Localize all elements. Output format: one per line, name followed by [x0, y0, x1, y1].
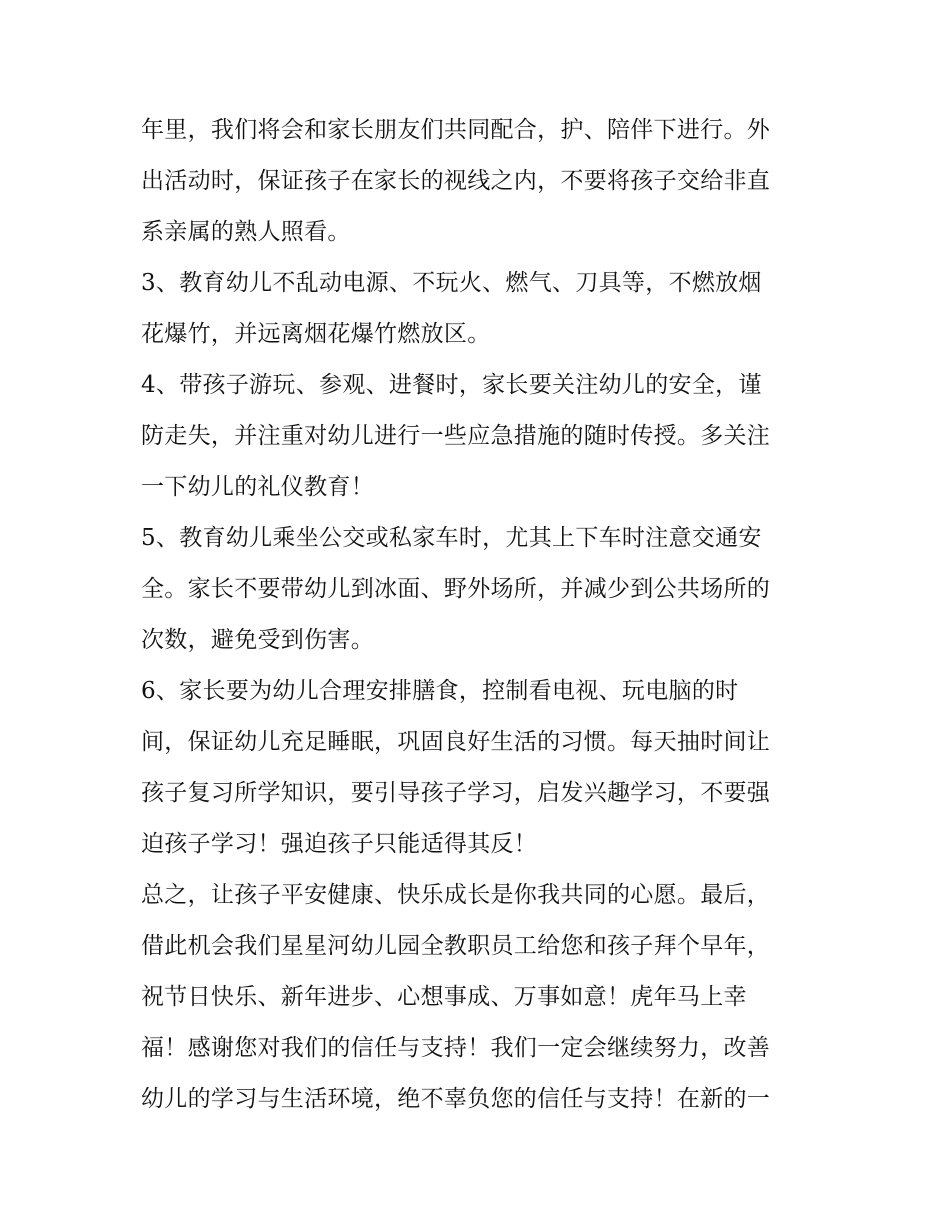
text-line: 全。家长不要带幼儿到冰面、野外场所，并减少到公共场所的: [141, 576, 771, 602]
text-line: 一下幼儿的礼仪教育！: [141, 474, 374, 500]
text-line: 孩子复习所学知识，要引导孩子学习，启发兴趣学习，不要强: [141, 780, 771, 806]
text-line: 5、教育幼儿乘坐公交或私家车时，尤其上下车时注意交通安: [141, 525, 762, 551]
document-body: [141, 110, 821, 1130]
text-line: 4、带孩子游玩、参观、进餐时，家长要关注幼儿的安全，谨: [141, 372, 762, 398]
text-line: 福！感谢您对我们的信任与支持！我们一定会继续努力，改善: [141, 1035, 771, 1061]
text-line: 总之，让孩子平安健康、快乐成长是你我共同的心愿。最后，: [141, 882, 771, 908]
text-line: 祝节日快乐、新年进步、心想事成、万事如意！虎年马上幸: [141, 984, 747, 1010]
text-line: 3、教育幼儿不乱动电源、不玩火、燃气、刀具等，不燃放烟: [141, 270, 762, 296]
text-line: 花爆竹，并远离烟花爆竹燃放区。: [141, 321, 491, 347]
text-line: 系亲属的熟人照看。: [141, 219, 351, 245]
text-line: 防走失，并注重对幼儿进行一些应急措施的随时传授。多关注: [141, 423, 771, 449]
text-line: 年里，我们将会和家长朋友们共同配合，护、陪伴下进行。外: [141, 117, 771, 143]
text-line: 迫孩子学习！强迫孩子只能适得其反！: [141, 831, 538, 857]
text-line: 幼儿的学习与生活环境，绝不辜负您的信任与支持！在新的一: [141, 1086, 771, 1112]
text-line: 出活动时，保证孩子在家长的视线之内，不要将孩子交给非直: [141, 168, 771, 194]
text-line: 次数，避免受到伤害。: [141, 627, 374, 653]
text-line: 借此机会我们星星河幼儿园全教职员工给您和孩子拜个早年，: [141, 933, 771, 959]
text-line: 间，保证幼儿充足睡眠，巩固良好生活的习惯。每天抽时间让: [141, 729, 771, 755]
text-line: 6、家长要为幼儿合理安排膳食，控制看电视、玩电脑的时: [141, 678, 739, 704]
